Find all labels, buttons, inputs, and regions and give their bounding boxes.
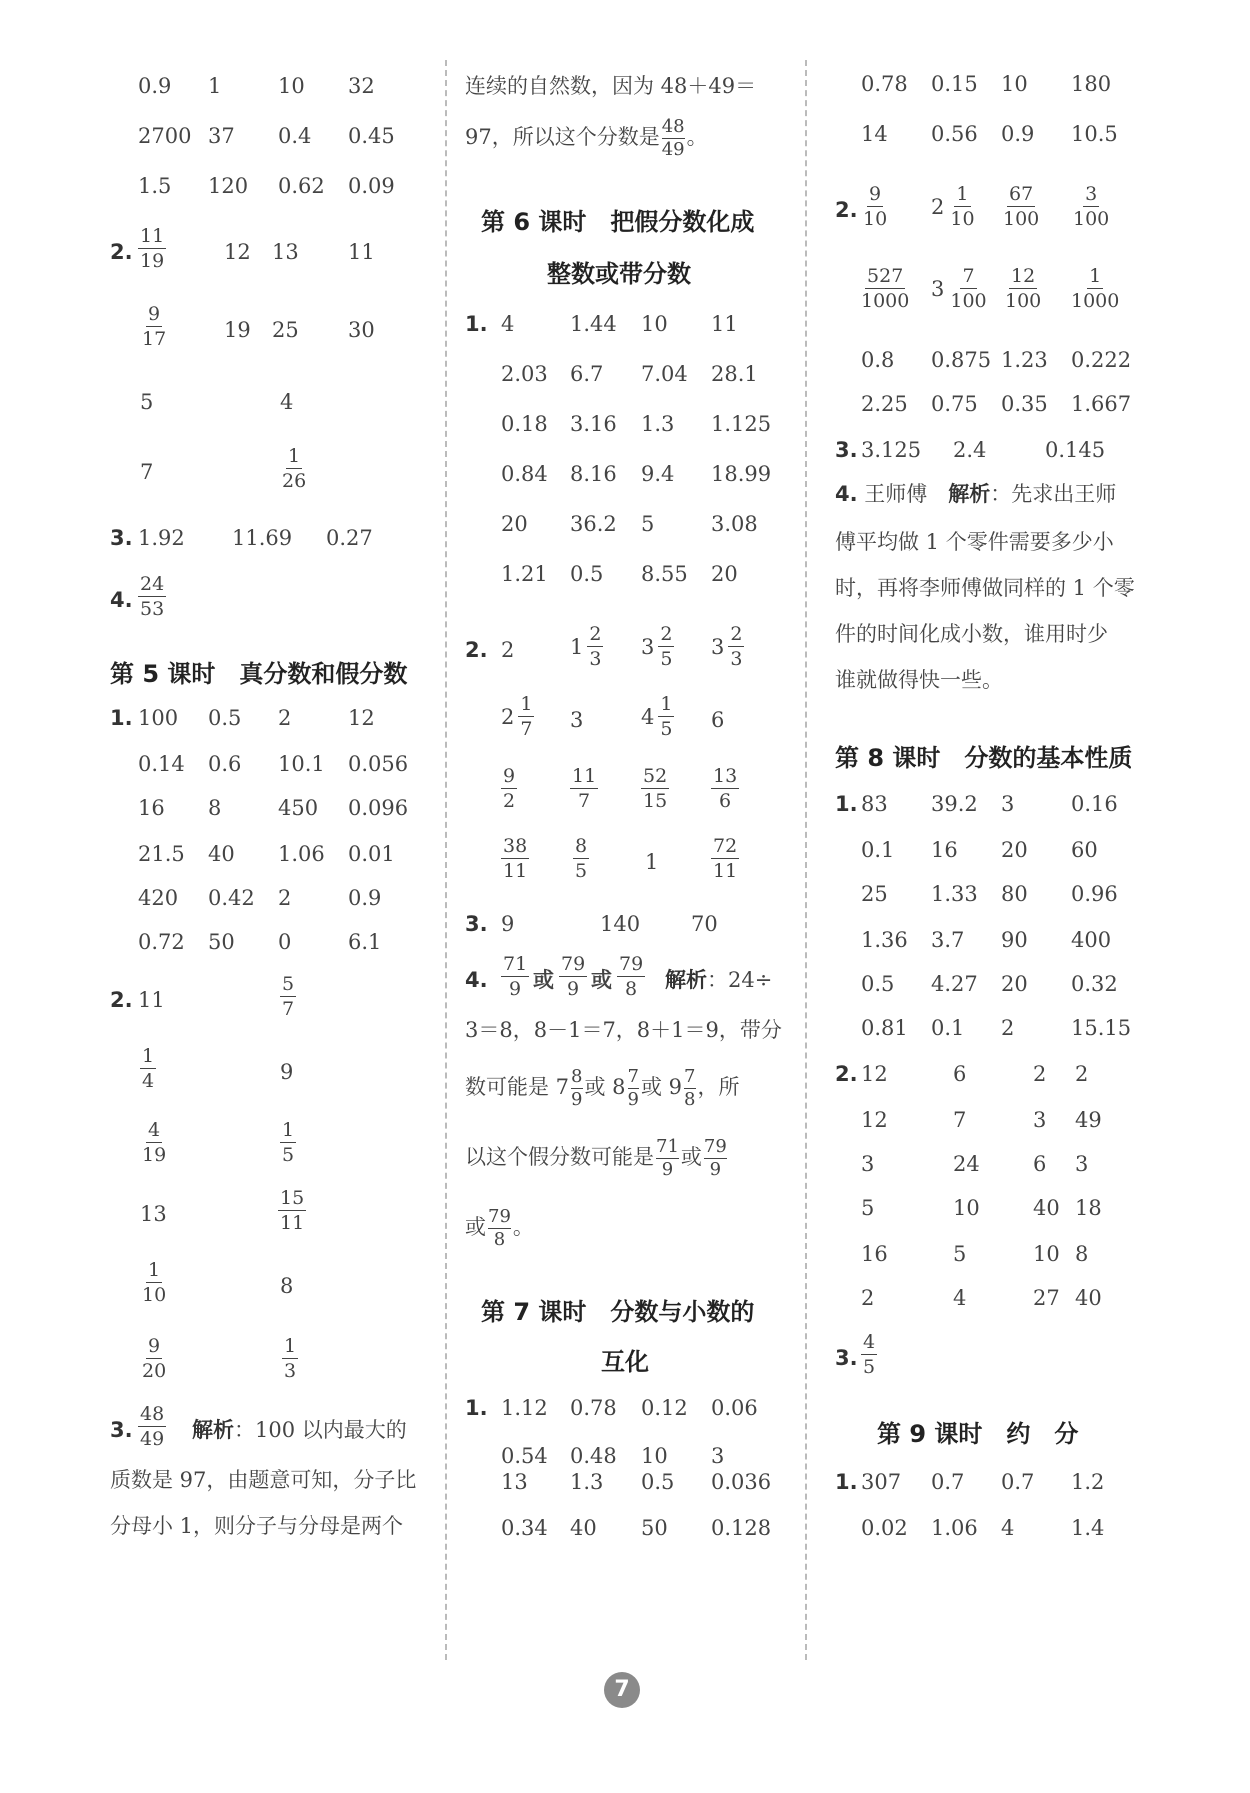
answer-cell: 0.6 (208, 752, 242, 776)
answer-cell: 3.16 (570, 412, 617, 436)
answer-cell: 0.72 (138, 930, 185, 954)
answer-cell: 0.81 (861, 1016, 908, 1040)
answer-cell: 3.08 (711, 512, 758, 536)
section-heading: 第 8 课时 分数的基本性质 (835, 744, 1133, 772)
answer-cell: 0.01 (348, 842, 395, 866)
explanation-text: 连续的自然数，因为 48＋49＝ (465, 74, 757, 98)
answer-cell: 450 (278, 796, 319, 820)
answer-cell: 20 (1001, 972, 1028, 996)
answer-cell: 1.21 (501, 562, 548, 586)
explanation-text: 数可能是 7 $\frac{8}{9}$ 或 8 $\frac{7}{9}$ 或 9 $\frac{7}{8}$ ，所 (465, 1066, 740, 1110)
answer-cell: 8.55 (641, 562, 688, 586)
answer-cell: 7 (140, 460, 154, 484)
answer-cell: 2 (501, 638, 515, 662)
answer-cell: 0.54 (501, 1444, 548, 1468)
answer-cell: 0.12 (641, 1396, 688, 1420)
answer-cell: 1 (645, 850, 659, 874)
answer-cell: 0.84 (501, 462, 548, 486)
answer-cell: 4 (953, 1286, 967, 1310)
answer-cell: 0.9 (1001, 122, 1035, 146)
fraction: $\frac{72}{11}$ (713, 835, 738, 882)
answer-cell: 1.3 (641, 412, 675, 436)
answer-cell: 3 (1033, 1108, 1047, 1132)
fraction: $\frac{9}{2}$ (503, 765, 516, 812)
answer-cell: 1.5 (138, 174, 172, 198)
question-number: 1. (465, 312, 488, 336)
fraction: $\frac{52}{15}$ (643, 765, 668, 812)
fraction: $\frac{9}{20}$ (142, 1335, 167, 1382)
answer-cell: 40 (208, 842, 235, 866)
answer-cell: 50 (208, 930, 235, 954)
answer-cell: 15.15 (1071, 1016, 1132, 1040)
answer-cell: 9.4 (641, 462, 675, 486)
answer-cell: 0.62 (278, 174, 325, 198)
answer-cell: 70 (691, 912, 718, 936)
answer-cell: 21.5 (138, 842, 185, 866)
column-divider (805, 60, 807, 1660)
answer-cell: 6 (711, 708, 725, 732)
answer-cell: 2.25 (861, 392, 908, 416)
fraction: $\frac{4}{5}$ (863, 1331, 876, 1378)
answer-cell: 0.35 (1001, 392, 1048, 416)
answer-cell: 0.5 (208, 706, 242, 730)
explanation-text: 解析：24÷ (665, 968, 773, 992)
answer-cell: 1.92 (138, 526, 185, 550)
fraction: $\frac{11}{19}$ (140, 225, 165, 272)
answer-cell: 3.125 (861, 438, 922, 462)
answer-cell: 25 (272, 318, 299, 342)
fraction: $\frac{12}{100}$ (1005, 265, 1042, 312)
explanation-text: 分母小 1，则分子与分母是两个 (110, 1514, 404, 1538)
answer-cell: 12 (861, 1062, 888, 1086)
question-number: 2. (835, 198, 858, 222)
answer-cell: 5 (861, 1196, 875, 1220)
answer-cell: 11 (711, 312, 738, 336)
answer-cell: 0.8 (861, 348, 895, 372)
section-heading: 第 9 课时 约 分 (877, 1420, 1079, 1448)
answer-cell: 10 (953, 1196, 980, 1220)
mixed-number: 3 $\frac{2}{5}$ (641, 623, 673, 670)
answer-cell: 20 (1001, 838, 1028, 862)
answer-cell: 8.16 (570, 462, 617, 486)
answer-cell: 4 (280, 390, 294, 414)
question-number: 3. (465, 912, 488, 936)
fraction: $\frac{3}{100}$ (1073, 183, 1110, 230)
answer-cell: 0.27 (326, 526, 373, 550)
section-heading: 第 5 课时 真分数和假分数 (110, 660, 408, 688)
answer-cell: 8 (280, 1274, 294, 1298)
question-number: 2. (465, 638, 488, 662)
mixed-number: 4 $\frac{1}{5}$ (641, 693, 673, 740)
fraction: $\frac{5}{7}$ (282, 973, 295, 1020)
answer-cell: 14 (861, 122, 888, 146)
answer-cell: 0.16 (1071, 792, 1118, 816)
answer-cell: 0.48 (570, 1444, 617, 1468)
answer-cell: 40 (570, 1516, 597, 1540)
fraction: $\frac{4}{19}$ (142, 1119, 167, 1166)
answer-cell: 3.7 (931, 928, 965, 952)
answer-cell: 1.36 (861, 928, 908, 952)
answer-cell: 0.56 (931, 122, 978, 146)
answer-cell: 2.03 (501, 362, 548, 386)
answer-cell: 18.99 (711, 462, 772, 486)
explanation-text: 时，再将李师傅做同样的 1 个零 (835, 576, 1135, 600)
answer-cell: 6.7 (570, 362, 604, 386)
answer-cell: 20 (501, 512, 528, 536)
answer-cell: 7 (953, 1108, 967, 1132)
answer-cell: 0.4 (278, 124, 312, 148)
explanation-text: 4. 王师傅 解析：先求出王师 (835, 482, 1117, 506)
question-number: 2. (110, 988, 133, 1012)
explanation-text: 或 $\frac{79}{8}$ 。 (465, 1206, 534, 1250)
answer-cell: 420 (138, 886, 179, 910)
answer-cell: 13 (272, 240, 299, 264)
answer-cell: 0.056 (348, 752, 409, 776)
answer-cell: 120 (208, 174, 249, 198)
answer-cell: 400 (1071, 928, 1112, 952)
answer-cell: 1.125 (711, 412, 772, 436)
answer-cell: 1.3 (570, 1470, 604, 1494)
answer-cell: 10 (1033, 1242, 1060, 1266)
answer-cell: 0.096 (348, 796, 409, 820)
answer-cell: 7.04 (641, 362, 688, 386)
mixed-number: 3 $\frac{2}{3}$ (711, 623, 743, 670)
answer-cell: 1.4 (1071, 1516, 1105, 1540)
fraction: $\frac{1}{10}$ (142, 1259, 167, 1306)
answer-cell: 9 (501, 912, 515, 936)
connector-text: 或 (533, 968, 554, 992)
answer-cell: 10 (278, 74, 305, 98)
question-number: 3. (110, 526, 133, 550)
answer-cell: 2.4 (953, 438, 987, 462)
question-number: 3. (110, 1418, 133, 1442)
mixed-number: 2 $\frac{1}{10}$ (931, 183, 975, 230)
answer-cell: 100 (138, 706, 179, 730)
answer-cell: 0.1 (931, 1016, 965, 1040)
answer-cell: 40 (1033, 1196, 1060, 1220)
answer-cell: 32 (348, 74, 375, 98)
answer-cell: 3 (1075, 1152, 1089, 1176)
answer-cell: 0.5 (861, 972, 895, 996)
connector-text: 或 (591, 968, 612, 992)
answer-cell: 90 (1001, 928, 1028, 952)
explanation-text: 97，所以这个分数是 $\frac{48}{49}$ 。 (465, 116, 708, 160)
answer-cell: 12 (224, 240, 251, 264)
answer-cell: 4 (1001, 1516, 1015, 1540)
fraction: $\frac{1}{26}$ (282, 445, 307, 492)
answer-cell: 19 (224, 318, 251, 342)
answer-cell: 2 (1075, 1062, 1089, 1086)
answer-cell: 3 (1001, 792, 1015, 816)
section-heading: 第 6 课时 把假分数化成 (481, 208, 755, 236)
answer-cell: 5 (641, 512, 655, 536)
answer-cell: 16 (138, 796, 165, 820)
answer-cell: 0.9 (138, 74, 172, 98)
answer-cell: 5 (953, 1242, 967, 1266)
answer-cell: 2 (278, 886, 292, 910)
answer-cell: 6 (953, 1062, 967, 1086)
question-number: 2. (110, 240, 133, 264)
fraction: $\frac{79}{8}$ (619, 953, 644, 1000)
fraction: $\frac{11}{7}$ (572, 765, 597, 812)
explanation-text: 件的时间化成小数，谁用时少 (835, 622, 1108, 646)
answer-cell: 2 (1001, 1016, 1015, 1040)
answer-cell: 307 (861, 1470, 902, 1494)
question-number: 1. (835, 792, 858, 816)
fraction: $\frac{38}{11}$ (503, 835, 528, 882)
answer-cell: 25 (861, 882, 888, 906)
fraction: $\frac{1}{5}$ (282, 1119, 295, 1166)
answer-cell: 30 (348, 318, 375, 342)
answer-cell: 16 (861, 1242, 888, 1266)
answer-cell: 27 (1033, 1286, 1060, 1310)
column-divider (445, 60, 447, 1660)
answer-cell: 83 (861, 792, 888, 816)
answer-cell: 1.2 (1071, 1470, 1105, 1494)
explanation-text: 以这个假分数可能是 $\frac{71}{9}$ 或 $\frac{79}{9}$ (465, 1136, 727, 1180)
fraction: $\frac{24}{53}$ (140, 573, 165, 620)
answer-cell: 1.44 (570, 312, 617, 336)
fraction: $\frac{79}{9}$ (561, 953, 586, 1000)
answer-cell: 0.036 (711, 1470, 772, 1494)
answer-cell: 2 (278, 706, 292, 730)
answer-cell: 6 (1033, 1152, 1047, 1176)
answer-cell: 1.667 (1071, 392, 1132, 416)
answer-cell: 0.5 (641, 1470, 675, 1494)
mixed-number: 3 $\frac{7}{100}$ (931, 265, 987, 312)
answer-cell: 8 (208, 796, 222, 820)
answer-cell: 11 (348, 240, 375, 264)
answer-cell: 0.42 (208, 886, 255, 910)
explanation-text: 谁就做得快一些。 (835, 668, 1003, 692)
fraction: $\frac{71}{9}$ (503, 953, 528, 1000)
mixed-number: 1 $\frac{2}{3}$ (570, 623, 602, 670)
answer-cell: 0.06 (711, 1396, 758, 1420)
answer-cell: 20 (711, 562, 738, 586)
answer-cell: 10.1 (278, 752, 325, 776)
fraction: $\frac{527}{1000}$ (861, 265, 910, 312)
answer-cell: 2 (1033, 1062, 1047, 1086)
answer-cell: 0.45 (348, 124, 395, 148)
answer-cell: 11 (138, 988, 165, 1012)
answer-cell: 3 (861, 1152, 875, 1176)
answer-cell: 50 (641, 1516, 668, 1540)
question-number: 1. (110, 706, 133, 730)
answer-cell: 60 (1071, 838, 1098, 862)
answer-cell: 1.06 (931, 1516, 978, 1540)
answer-cell: 0.09 (348, 174, 395, 198)
answer-cell: 0.128 (711, 1516, 772, 1540)
page-number-badge: 7 (604, 1672, 640, 1708)
fraction: $\frac{1}{4}$ (142, 1045, 155, 1092)
answer-cell: 12 (348, 706, 375, 730)
answer-cell: 0.78 (570, 1396, 617, 1420)
question-number: 3. (835, 438, 858, 462)
answer-cell: 0 (278, 930, 292, 954)
answer-cell: 0.875 (931, 348, 992, 372)
answer-cell: 1 (208, 74, 222, 98)
answer-cell: 0.222 (1071, 348, 1132, 372)
section-heading: 互化 (601, 1348, 649, 1376)
answer-cell: 8 (1075, 1242, 1089, 1266)
answer-cell: 13 (140, 1202, 167, 1226)
answer-cell: 0.75 (931, 392, 978, 416)
answer-cell: 3 (711, 1444, 725, 1468)
answer-cell: 4 (501, 312, 515, 336)
answer-cell: 10 (1001, 72, 1028, 96)
question-number: 4. (465, 968, 488, 992)
explanation-text: 解析：100 以内最大的 (192, 1418, 407, 1442)
answer-cell: 11.69 (232, 526, 293, 550)
fraction: $\frac{48}{49}$ (140, 1403, 165, 1450)
answer-cell: 0.02 (861, 1516, 908, 1540)
explanation-text: 傅平均做 1 个零件需要多少小 (835, 530, 1114, 554)
answer-cell: 1.12 (501, 1396, 548, 1420)
answer-cell: 0.15 (931, 72, 978, 96)
answer-cell: 0.7 (931, 1470, 965, 1494)
answer-cell: 0.78 (861, 72, 908, 96)
question-number: 2. (835, 1062, 858, 1086)
answer-cell: 10 (641, 1444, 668, 1468)
answer-cell: 0.14 (138, 752, 185, 776)
answer-cell: 0.32 (1071, 972, 1118, 996)
answer-cell: 6.1 (348, 930, 382, 954)
fraction: $\frac{67}{100}$ (1003, 183, 1040, 230)
question-number: 1. (835, 1470, 858, 1494)
answer-cell: 36.2 (570, 512, 617, 536)
answer-cell: 24 (953, 1152, 980, 1176)
answer-cell: 37 (208, 124, 235, 148)
answer-cell: 2 (861, 1286, 875, 1310)
answer-cell: 10.5 (1071, 122, 1118, 146)
answer-cell: 3 (570, 708, 584, 732)
answer-cell: 12 (861, 1108, 888, 1132)
answer-cell: 0.5 (570, 562, 604, 586)
answer-cell: 28.1 (711, 362, 758, 386)
answer-cell: 80 (1001, 882, 1028, 906)
question-number: 4. (110, 588, 133, 612)
fraction: $\frac{13}{6}$ (713, 765, 738, 812)
fraction: $\frac{9}{10}$ (863, 183, 888, 230)
answer-cell: 0.96 (1071, 882, 1118, 906)
answer-cell: 0.7 (1001, 1470, 1035, 1494)
answer-cell: 5 (140, 390, 154, 414)
answer-cell: 1.23 (1001, 348, 1048, 372)
question-number: 3. (835, 1346, 858, 1370)
answer-cell: 0.18 (501, 412, 548, 436)
answer-cell: 1.06 (278, 842, 325, 866)
fraction: $\frac{8}{5}$ (575, 835, 588, 882)
answer-cell: 18 (1075, 1196, 1102, 1220)
fraction: $\frac{15}{11}$ (280, 1187, 305, 1234)
answer-cell: 0.1 (861, 838, 895, 862)
explanation-text: 3＝8，8－1＝7，8＋1＝9，带分 (465, 1018, 782, 1042)
answer-cell: 180 (1071, 72, 1112, 96)
answer-cell: 4.27 (931, 972, 978, 996)
answer-cell: 16 (931, 838, 958, 862)
answer-cell: 0.34 (501, 1516, 548, 1540)
explanation-text: 质数是 97，由题意可知，分子比 (110, 1468, 417, 1492)
section-heading: 整数或带分数 (547, 260, 691, 288)
answer-cell: 9 (280, 1060, 294, 1084)
fraction: $\frac{1}{3}$ (284, 1335, 297, 1382)
answer-cell: 140 (600, 912, 641, 936)
answer-cell: 39.2 (931, 792, 978, 816)
answer-cell: 10 (641, 312, 668, 336)
section-heading: 第 7 课时 分数与小数的 (481, 1298, 755, 1326)
answer-cell: 0.9 (348, 886, 382, 910)
answer-cell: 2700 (138, 124, 192, 148)
fraction: $\frac{1}{1000}$ (1071, 265, 1120, 312)
mixed-number: 2 $\frac{1}{7}$ (501, 693, 533, 740)
question-number: 1. (465, 1396, 488, 1420)
answer-cell: 0.145 (1045, 438, 1106, 462)
answer-cell: 1.33 (931, 882, 978, 906)
answer-cell: 40 (1075, 1286, 1102, 1310)
fraction: $\frac{9}{17}$ (142, 303, 167, 350)
answer-cell: 49 (1075, 1108, 1102, 1132)
answer-cell: 13 (501, 1470, 528, 1494)
